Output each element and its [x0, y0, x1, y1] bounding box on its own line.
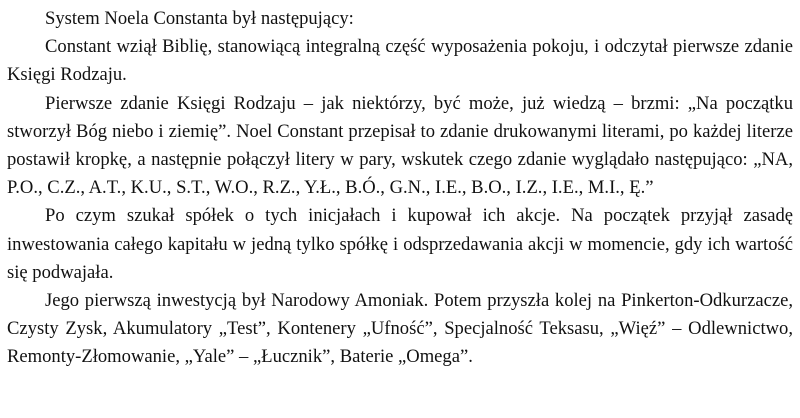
paragraph-3: Pierwsze zdanie Księgi Rodzaju – jak niektórzy, być może, już wiedzą – brzmi: „Na początku stworzył Bóg niebo i ziemię”. Noel Constant przepisał to zdanie drukowanymi literami, po każdej literze postawił kropkę, a następnie połączył litery w pary, wskutek czego zdanie wyglądało następująco: „NA, P.O., C.Z., A.T., K.U., S.T., W.O., R.Z., Y.Ł., B.Ó., G.N., I.E., B.O., I.Z., I.E., M.I., Ę.” [7, 92, 793, 199]
paragraph-1: System Noela Constanta był następujący: [45, 8, 354, 29]
paragraph-5: Jego pierwszą inwestycją był Narodowy Amoniak. Potem przyszła kolej na Pinkerton-Odkurzacze, Czysty Zysk, Akumulatory „Test”, Kontenery „Ufność”, Specjalność Teksasu, „Więź” – Odlewnictwo, Remonty-Złomowanie, „Yale” – „Łucznik”, Baterie „Omega”. [7, 290, 793, 368]
paragraph-2: Constant wziął Biblię, stanowiącą integralną część wyposażenia pokoju, i odczytał pierwsze zdanie Księgi Rodzaju. [7, 36, 793, 86]
paragraph-4: Po czym szukał spółek o tych inicjałach i kupował ich akcje. Na początek przyjął zasadę inwestowania całego kapitału w jedną tylko spółkę i odsprzedawania akcji w momencie, gdy ich wartość się podwajała. [7, 205, 793, 283]
